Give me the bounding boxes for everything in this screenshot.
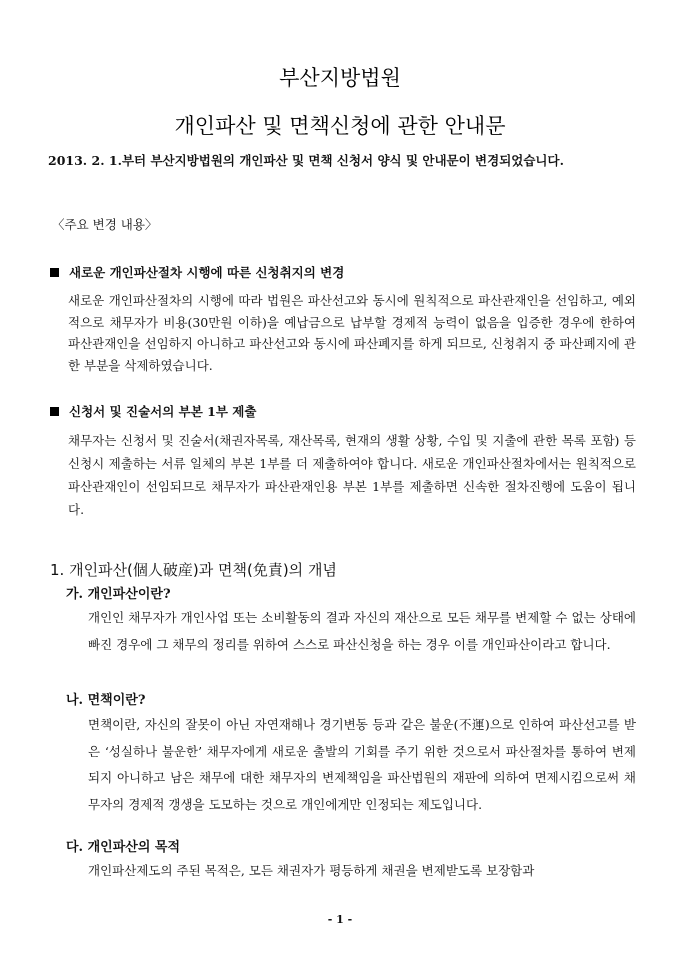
subsection-da-body: 개인파산제도의 주된 목적은, 모든 채권자가 평등하게 채권을 변제받도록 보장함과: [88, 863, 535, 878]
change-item-1-heading-text: 새로운 개인파산절차 시행에 따른 신청취지의 변경: [69, 265, 345, 280]
page-number: - 1 -: [327, 913, 353, 926]
subsection-ga-heading: 가. 개인파산이란?: [66, 587, 171, 602]
change-item-2-heading: [50, 402, 256, 420]
subsection-na-body: 면책이란, 자신의 잘못이 아닌 자연재해나 경기변동 등과 같은 불운(不運)으로 인하여 파산선고를 받은 ‘성실하나 불운한’ 채무자에게 새로운 출발의 기회를 주기 위한 것으로서 파산절차를 통하여 변제되지 아니하고 남은 채무에 대한 채무자의 변제책임을 파산법원의 재판에 의하여 면제시킴으로써 채무자의 경제적 갱생을 도모하는 것으로 개인에게만 인정되는 제도입니다.: [88, 717, 636, 812]
changes-heading: 〈주요 변경 내용〉: [52, 217, 158, 232]
change-item-1-body: 새로운 개인파산절차의 시행에 따라 법원은 파산선고와 동시에 원칙적으로 파산관재인을 선임하고, 예외적으로 채무자가 비용(30만원 이하)을 예납금으로 납부할 경제적 능력이 없음을 입증한 경우에 한하여 파산관재인을 선임하지 아니하고 파산선고와 동시에 파산폐지를 하게 되므로, 신청취지 중 파산폐지에 관한 부분을 삭제하였습니다.: [68, 293, 636, 373]
subsection-ga-body: 개인인 채무자가 개인사업 또는 소비활동의 결과 자신의 재산으로 모든 채무를 변제할 수 없는 상태에 빠진 경우에 그 채무의 정리를 위하여 스스로 파산신청을 하는 경우 이를 개인파산이라고 합니다.: [88, 610, 636, 652]
change-notice: 2013. 2. 1.부터 부산지방법원의 개인파산 및 면책 신청서 양식 및 안내문이 변경되었습니다.: [48, 153, 564, 168]
square-bullet-icon: [50, 407, 59, 416]
document-subtitle: 개인파산 및 면책신청에 관한 안내문: [174, 114, 506, 138]
section-1-heading: 1. 개인파산(個人破産)과 면책(免責)의 개념: [50, 561, 337, 579]
change-item-2-heading-text: 신청서 및 진술서의 부본 1부 제출: [69, 404, 257, 419]
change-item-2-body: 채무자는 신청서 및 진술서(채권자목록, 재산목록, 현재의 생활 상황, 수입 및 지출에 관한 목록 포함) 등 신청시 제출하는 서류 일체의 부본 1부를 더 제출하여야 합니다. 새로운 개인파산절차에서는 원칙적으로 파산관재인이 선임되므로 채무자가 파산관재인용 부본 1부를 제출하면 신속한 절차진행에 도움이 됩니다.: [68, 433, 636, 517]
square-bullet-icon: [50, 268, 59, 277]
court-title: 부산지방법원: [279, 66, 401, 90]
subsection-da-heading: 다. 개인파산의 목적: [66, 840, 181, 855]
change-item-1-heading: [50, 263, 344, 281]
subsection-na-heading: 나. 면책이란?: [66, 693, 146, 708]
